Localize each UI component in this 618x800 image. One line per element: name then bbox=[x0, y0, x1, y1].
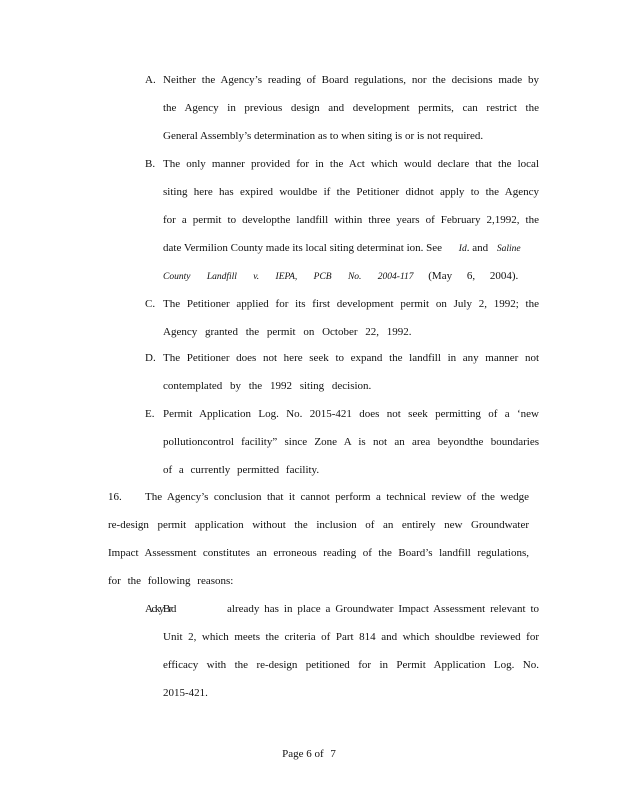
paragraph-16-number: 16. bbox=[108, 491, 122, 503]
paragraph-16-line-3: Impact Assessment constitutes an erroneous reading of the Board’s landfill regulations, bbox=[108, 547, 529, 559]
item-b-line-4 bbox=[163, 241, 521, 256]
item-a-line-3: General Assembly’s determination as to when siting is or is not required. bbox=[163, 130, 484, 142]
item-d-line-2: contemplated by the 1992 siting decision. bbox=[163, 380, 372, 392]
item-e-line-2: pollutioncontrol facility” since Zone A is not an area beyondthe boundaries bbox=[163, 436, 539, 448]
item-b-line-5 bbox=[163, 269, 518, 284]
paragraph-16-line-2: re-design permit application without the inclusion of an entirely new Groundwater bbox=[108, 519, 529, 531]
footer-page-label: Page bbox=[282, 748, 304, 760]
item-b-line-1: The only manner provided for in the Act which would declare that the local bbox=[163, 158, 539, 170]
item-d-label: D. bbox=[145, 352, 156, 364]
citation-saline: Saline bbox=[496, 244, 521, 254]
item-c-line-1: The Petitioner applied for its first development permit on July 2, 1992; the bbox=[163, 298, 539, 310]
item-b-label: B. bbox=[145, 158, 156, 170]
item-c-line-2: Agency granted the permit on October 22, 1992. bbox=[163, 326, 412, 338]
item-b-line-4-text: date Vermilion County made its local siting determinat ion. See bbox=[163, 242, 443, 254]
item-e-label: E. bbox=[145, 408, 155, 420]
item-d-line-1: The Petitioner does not here seek to expand the landfill in any manner not bbox=[163, 352, 539, 364]
sub-item-line-3: efficacy with the re-design petitioned for in Permit Application Log. No. bbox=[163, 659, 539, 671]
item-b-line-2: siting here has expired wouldbe if the Petitioner didnot apply to the Agency bbox=[163, 186, 539, 198]
page-footer bbox=[0, 748, 618, 760]
citation-date: (May 6, 2004). bbox=[428, 270, 519, 282]
sub-item-label: AckyBrd bbox=[145, 603, 175, 615]
item-e-line-3: of a currently permitted facility. bbox=[163, 464, 320, 476]
citation-id: Id bbox=[458, 244, 467, 254]
item-a-line-2: the Agency in previous design and development permits, can restrict the bbox=[163, 102, 539, 114]
sub-item-line-4: 2015-421. bbox=[163, 687, 208, 699]
item-a-label: A. bbox=[145, 74, 156, 86]
footer-page-number: 6 bbox=[306, 748, 312, 760]
item-e-line-1: Permit Application Log. No. 2015-421 does not seek permitting of a ‘new bbox=[163, 408, 539, 420]
item-c-label: C. bbox=[145, 298, 156, 310]
item-a-line-1: Neither the Agency’s reading of Board regulations, nor the decisions made by bbox=[163, 74, 539, 86]
item-b-line-3: for a permit to developthe landfill within three years of February 2,1992, the bbox=[163, 214, 539, 226]
footer-total-pages: 7 bbox=[330, 748, 336, 760]
sub-item-line-2: Unit 2, which meets the criteria of Part 814 and which shouldbe reviewed for bbox=[163, 631, 539, 643]
citation-case: County Landfill v. IEPA, PCB No. 2004-117 bbox=[163, 272, 414, 282]
sub-item-line-1: already has in place a Groundwater Impact Assessment relevant to bbox=[227, 603, 539, 615]
paragraph-16-line-4: for the following reasons: bbox=[108, 575, 234, 587]
footer-of-label: of bbox=[314, 748, 324, 760]
paragraph-16-line-1: The Agency’s conclusion that it cannot perform a technical review of the wedge bbox=[145, 491, 529, 503]
citation-and: . and bbox=[466, 242, 489, 254]
